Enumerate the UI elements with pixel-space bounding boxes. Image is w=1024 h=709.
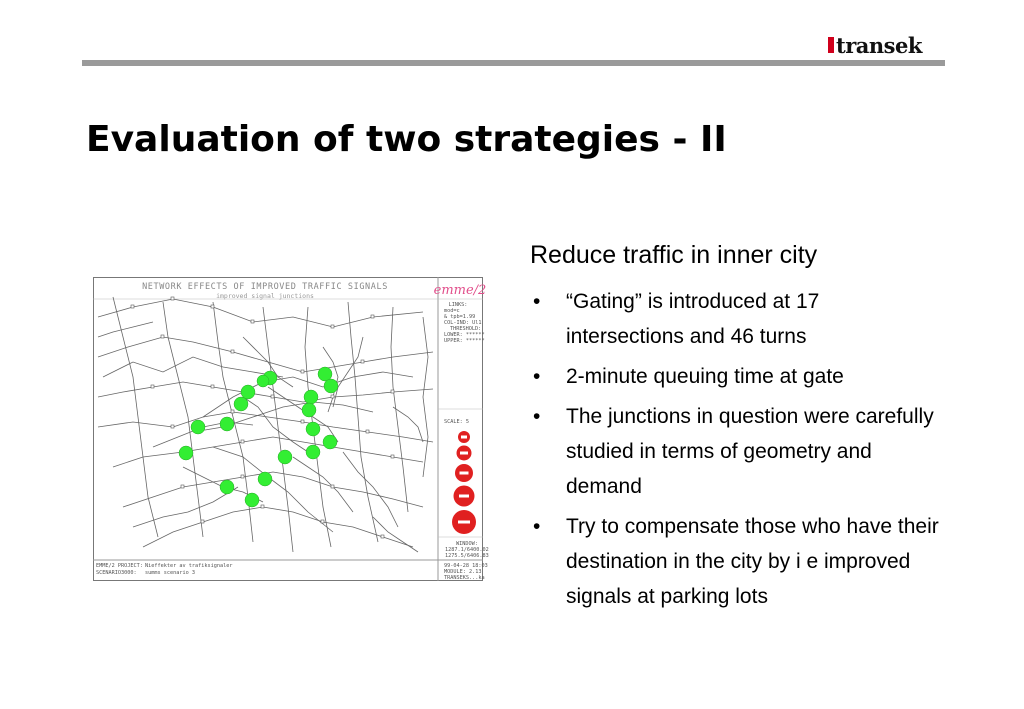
logo-text: transek <box>836 32 922 58</box>
header-rule <box>82 60 945 66</box>
window-line1: 1287.1/6400.02 <box>445 547 489 553</box>
window-line2: 1275.5/6406.83 <box>445 553 489 559</box>
map-title: NETWORK EFFECTS OF IMPROVED TRAFFIC SIGNALS <box>142 282 388 292</box>
bullet-text: “Gating” is introduced at 17 intersections and 46 turns <box>566 290 820 348</box>
bullet-item <box>530 399 940 504</box>
emme-logo: emme/2 <box>433 283 487 298</box>
links-line2: & tpb=1.99 <box>444 314 476 320</box>
bullet-item <box>530 284 940 354</box>
col-ind: COL-IND: Ul1 <box>444 320 482 326</box>
map-date: 99-04-28 18:03 <box>444 563 488 569</box>
bullet-item <box>530 359 940 394</box>
links-line1: mod=c <box>444 308 460 314</box>
slide-title: Evaluation of two strategies - II <box>86 119 727 160</box>
scenario-value: summs scenario 3 <box>145 570 195 576</box>
bullet-dot-icon: • <box>533 515 541 538</box>
transek-logo <box>828 34 922 56</box>
bullet-dot-icon: • <box>533 290 541 313</box>
threshold-label: THRESHOLD: <box>450 326 482 332</box>
upper-label: UPPER: ****** <box>444 338 485 344</box>
bullet-item <box>530 509 940 614</box>
map-subtitle: improved signal junctions <box>216 292 314 300</box>
map-module: MODULE: 2.13 <box>444 569 482 575</box>
bullet-list <box>530 284 940 619</box>
bullet-text: Try to compensate those who have their destination in the city by i e improved signals at parking lots <box>566 515 939 608</box>
project-label: EMME/2 PROJECT: <box>96 563 143 569</box>
bullet-dot-icon: • <box>533 365 541 388</box>
links-label: LINKS: <box>448 302 468 308</box>
bullet-heading: Reduce traffic in inner city <box>530 241 818 269</box>
bullet-text: 2-minute queuing time at gate <box>566 365 844 388</box>
bullet-dot-icon: • <box>533 405 541 428</box>
scenario-label: SCENARIO3000: <box>96 570 137 576</box>
window-label: WINDOW: <box>456 541 478 547</box>
map-author: TRANSEKS...ka <box>444 575 485 581</box>
logo-accent-bar <box>828 37 834 53</box>
bullet-text: The junctions in question were carefully studied in terms of geometry and demand <box>566 405 934 498</box>
network-map <box>93 277 489 581</box>
scale-label: SCALE: 5 <box>444 419 469 425</box>
lower-label: LOWER: ****** <box>444 332 485 338</box>
project-value: Nieffekter av trafiksignaler <box>145 563 233 569</box>
